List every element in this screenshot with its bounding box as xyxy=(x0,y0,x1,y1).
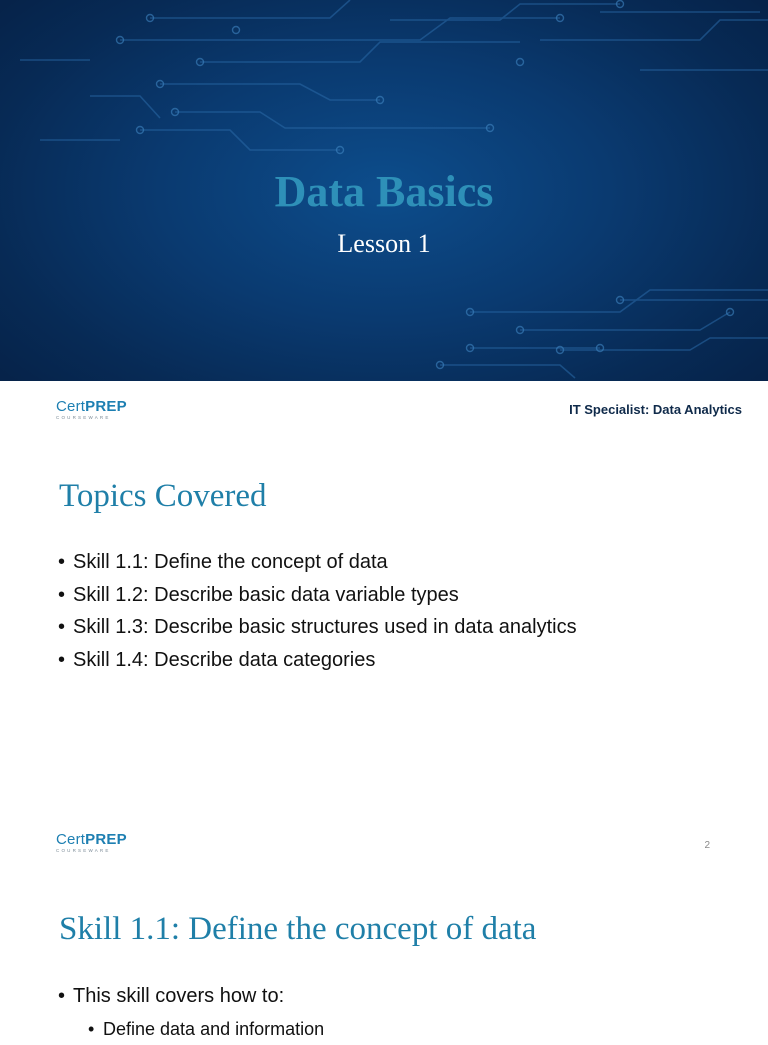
course-name: IT Specialist: Data Analytics xyxy=(569,402,742,417)
certprep-logo xyxy=(56,832,127,854)
logo-tagline: COURSEWARE xyxy=(56,416,127,421)
list-item: • Skill 1.1: Define the concept of data xyxy=(58,546,577,579)
logo-brand-light: Cert xyxy=(56,831,85,848)
logo-brand-bold: PREP xyxy=(85,831,127,848)
title-slide xyxy=(0,0,768,381)
topics-list xyxy=(58,546,577,676)
page-number: 2 xyxy=(704,840,710,851)
list-item: • Skill 1.3: Describe basic structures used in data analytics xyxy=(58,611,577,644)
sub-list-item: • Define data and information xyxy=(58,1013,324,1045)
topics-heading: Topics Covered xyxy=(59,478,267,515)
logo-tagline: COURSEWARE xyxy=(56,849,127,854)
lesson-subtitle: Lesson 1 xyxy=(0,229,768,259)
list-item: • Skill 1.4: Describe data categories xyxy=(58,644,577,677)
skill-heading: Skill 1.1: Define the concept of data xyxy=(59,911,536,948)
logo-brand-light: Cert xyxy=(56,398,85,415)
skill-bullets xyxy=(58,980,324,1045)
list-item: • Skill 1.2: Describe basic data variable types xyxy=(58,579,577,612)
certprep-logo xyxy=(56,399,127,421)
list-item: • This skill covers how to: xyxy=(58,980,324,1013)
logo-brand-bold: PREP xyxy=(85,398,127,415)
presentation-title: Data Basics xyxy=(0,166,768,217)
